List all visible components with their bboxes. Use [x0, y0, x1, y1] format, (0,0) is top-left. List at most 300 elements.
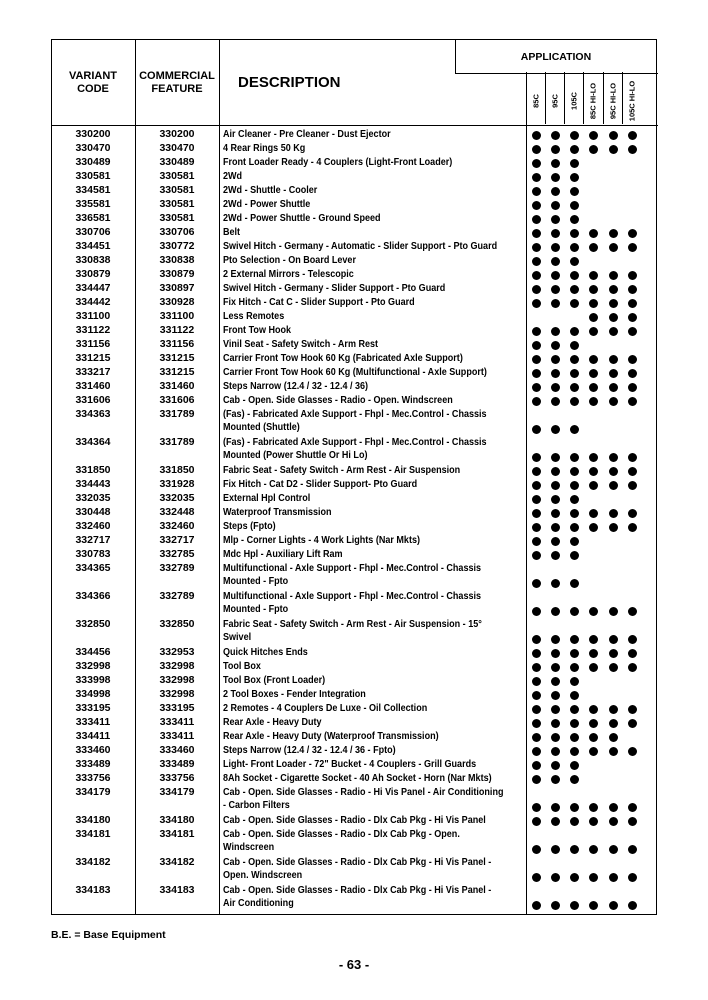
- commercial-feature-cell: 333460: [159, 744, 195, 756]
- commercial-feature-cell: 332998: [159, 674, 195, 686]
- commercial-feature-cell: 334179: [159, 786, 195, 798]
- application-dot: [628, 383, 637, 392]
- application-dot: [532, 817, 541, 826]
- application-dot: [551, 481, 560, 490]
- application-dot: [628, 607, 637, 616]
- commercial-feature-cell: 332998: [159, 688, 195, 700]
- description-cell: [223, 716, 466, 729]
- variant-code-cell: 332998: [75, 660, 111, 672]
- description-cell: [223, 730, 466, 743]
- application-dot: [532, 551, 541, 560]
- table-row: [51, 757, 657, 771]
- variant-code-cell: 330783: [75, 548, 111, 560]
- table-row: [51, 589, 657, 617]
- application-dot: [589, 817, 598, 826]
- application-dot: [532, 775, 541, 784]
- application-dot: [570, 495, 579, 504]
- application-dot: [551, 663, 560, 672]
- application-dot: [628, 453, 637, 462]
- model-column-header: [566, 82, 582, 120]
- variant-code-cell: 330200: [75, 128, 111, 140]
- table-row: [51, 715, 657, 729]
- application-dot: [551, 509, 560, 518]
- description-line: 2Wd - Power Shuttle - Ground Speed: [223, 212, 381, 224]
- description-cell: [223, 590, 482, 616]
- application-dot: [570, 705, 579, 714]
- application-dot: [532, 845, 541, 854]
- description-cell: [223, 492, 466, 505]
- application-dot: [570, 201, 579, 210]
- commercial-feature-cell: 332953: [159, 646, 195, 658]
- variant-code-cell: 331460: [75, 380, 111, 392]
- description-cell: [223, 562, 482, 588]
- application-dot: [628, 649, 637, 658]
- commercial-feature-cell: 330928: [159, 296, 195, 308]
- commercial-feature-cell: 332789: [159, 562, 195, 574]
- table-row: [51, 267, 657, 281]
- model-label: 105C: [569, 92, 579, 110]
- variant-code-cell: 331100: [75, 310, 111, 322]
- application-dot: [570, 481, 579, 490]
- application-dot: [551, 635, 560, 644]
- application-dot: [589, 523, 598, 532]
- application-dot: [532, 383, 541, 392]
- description-line: 2 Tool Boxes - Fender Integration: [223, 688, 366, 700]
- description-cell: [223, 254, 466, 267]
- application-dot: [532, 677, 541, 686]
- application-dot: [570, 649, 579, 658]
- variant-code-cell: 332035: [75, 492, 111, 504]
- commercial-feature-cell: 334183: [159, 884, 195, 896]
- application-dot: [628, 467, 637, 476]
- description-cell: [223, 828, 466, 854]
- commercial-feature-cell: 333195: [159, 702, 195, 714]
- description-cell: [223, 814, 486, 827]
- application-dot: [532, 635, 541, 644]
- application-dot: [589, 845, 598, 854]
- model-column-header: [547, 82, 563, 120]
- application-dot: [532, 705, 541, 714]
- variant-code-cell: 331122: [75, 324, 111, 336]
- application-dot: [609, 803, 618, 812]
- application-dot: [532, 131, 541, 140]
- description-line: Fix Hitch - Cat C - Slider Support - Pto Guard: [223, 296, 415, 308]
- application-dot: [589, 733, 598, 742]
- description-cell: [223, 408, 487, 434]
- variant-code-cell: 334581: [75, 184, 111, 196]
- application-dot: [551, 579, 560, 588]
- variant-code-cell: 334365: [75, 562, 111, 574]
- table-row: [51, 687, 657, 701]
- description-cell: [223, 884, 492, 910]
- application-dot: [628, 719, 637, 728]
- description-cell: [223, 380, 466, 393]
- application-dot: [609, 719, 618, 728]
- commercial-feature-cell: 330489: [159, 156, 195, 168]
- application-dot: [570, 173, 579, 182]
- application-dot: [570, 453, 579, 462]
- application-dot: [570, 285, 579, 294]
- application-dot: [551, 677, 560, 686]
- table-row: [51, 547, 657, 561]
- application-dot: [570, 775, 579, 784]
- description-cell: [223, 268, 466, 281]
- model-column-header: [605, 82, 621, 120]
- application-dot: [609, 299, 618, 308]
- variant-code-cell: 334456: [75, 646, 111, 658]
- application-dot: [532, 145, 541, 154]
- application-dot: [628, 397, 637, 406]
- description-line: Tool Box (Front Loader): [223, 674, 326, 686]
- application-dot: [589, 299, 598, 308]
- description-line: Air Conditioning: [223, 897, 294, 909]
- application-dot: [609, 145, 618, 154]
- commercial-feature-cell: 334180: [159, 814, 195, 826]
- application-header: APPLICATION: [520, 51, 592, 63]
- application-dot: [628, 229, 637, 238]
- application-dot: [589, 719, 598, 728]
- application-dot: [551, 607, 560, 616]
- description-cell: [223, 534, 466, 547]
- commercial-feature-cell: 330897: [159, 282, 195, 294]
- application-dot: [609, 733, 618, 742]
- variant-code-cell: 334998: [75, 688, 111, 700]
- application-dot: [532, 355, 541, 364]
- application-dot: [589, 313, 598, 322]
- application-dot: [532, 481, 541, 490]
- application-dot: [589, 229, 598, 238]
- description-line: Cab - Open. Side Glasses - Radio - Dlx Cab Pkg - Hi Vis Panel -: [223, 884, 492, 896]
- application-dot: [551, 775, 560, 784]
- commercial-feature-cell: 331789: [159, 408, 195, 420]
- description-cell: [223, 436, 487, 462]
- description-line: 2 Remotes - 4 Couplers De Luxe - Oil Collection: [223, 702, 428, 714]
- commercial-feature-cell: 332035: [159, 492, 195, 504]
- application-dot: [609, 313, 618, 322]
- application-dot: [551, 159, 560, 168]
- application-dot: [551, 201, 560, 210]
- commercial-feature-cell: 330581: [159, 184, 195, 196]
- table-row: [51, 617, 657, 645]
- commercial-feature-cell: 333411: [159, 730, 195, 742]
- application-dot: [570, 901, 579, 910]
- variant-code-cell: 331606: [75, 394, 111, 406]
- variant-code-cell: 330489: [75, 156, 111, 168]
- application-dot: [589, 649, 598, 658]
- commercial-feature-cell: 332717: [159, 534, 195, 546]
- variant-code-cell: 334411: [75, 730, 111, 742]
- description-cell: [223, 646, 466, 659]
- description-line: Pto Selection - On Board Lever: [223, 254, 356, 266]
- variant-code-cell: 336581: [75, 212, 111, 224]
- table-row: [51, 659, 657, 673]
- application-dot: [532, 327, 541, 336]
- description-line: 2Wd - Shuttle - Cooler: [223, 184, 318, 196]
- table-row: [51, 477, 657, 491]
- application-dot: [589, 481, 598, 490]
- description-cell: [223, 240, 498, 253]
- description-line: Cab - Open. Side Glasses - Radio - Open. Windscreen: [223, 394, 453, 406]
- application-dot: [551, 705, 560, 714]
- application-dot: [589, 355, 598, 364]
- application-dot: [570, 467, 579, 476]
- application-dot: [551, 425, 560, 434]
- application-dot: [589, 271, 598, 280]
- application-dot: [551, 523, 560, 532]
- description-line: External Hpl Control: [223, 492, 311, 504]
- description-cell: [223, 660, 466, 673]
- variant-code-cell: 333217: [75, 366, 111, 378]
- variant-code-cell: 334181: [75, 828, 111, 840]
- application-dot: [551, 299, 560, 308]
- application-dot: [589, 747, 598, 756]
- table-row: [51, 729, 657, 743]
- table-row: [51, 813, 657, 827]
- application-dot: [609, 509, 618, 518]
- application-dot: [551, 215, 560, 224]
- application-dot: [551, 257, 560, 266]
- application-dot: [532, 509, 541, 518]
- application-dot: [551, 453, 560, 462]
- application-dot: [609, 243, 618, 252]
- table-row: [51, 463, 657, 477]
- description-line: Carrier Front Tow Hook 60 Kg (Fabricated Axle Support): [223, 352, 463, 364]
- description-cell: [223, 772, 492, 785]
- variant-code-cell: 334180: [75, 814, 111, 826]
- commercial-feature-cell: 332998: [159, 660, 195, 672]
- description-line: Mounted - Fpto: [223, 575, 289, 587]
- description-cell: [223, 618, 482, 644]
- table-row: [51, 785, 657, 813]
- description-cell: [223, 324, 466, 337]
- application-dot: [551, 383, 560, 392]
- description-cell: [223, 394, 466, 407]
- description-line: 2 External Mirrors - Telescopic: [223, 268, 354, 280]
- model-column-header: [585, 82, 601, 120]
- application-dot: [609, 845, 618, 854]
- application-dot: [570, 341, 579, 350]
- description-line: - Carbon Filters: [223, 799, 290, 811]
- header-bottom-rule: [52, 125, 658, 126]
- table-row: [51, 281, 657, 295]
- application-dot: [628, 523, 637, 532]
- description-line: Mounted - Fpto: [223, 603, 289, 615]
- commercial-feature-cell: 334181: [159, 828, 195, 840]
- application-dot: [570, 551, 579, 560]
- commercial-feature-cell: 332460: [159, 520, 195, 532]
- application-dot: [589, 131, 598, 140]
- application-dot: [609, 397, 618, 406]
- application-dot: [551, 719, 560, 728]
- application-dot: [570, 845, 579, 854]
- application-dot: [628, 635, 637, 644]
- application-dot: [628, 369, 637, 378]
- table-row: [51, 169, 657, 183]
- table-row: [51, 561, 657, 589]
- model-column-header: [528, 82, 544, 120]
- table-row: [51, 323, 657, 337]
- table-row: [51, 197, 657, 211]
- table-row: [51, 505, 657, 519]
- application-dot: [570, 761, 579, 770]
- description-line: Quick Hitches Ends: [223, 646, 308, 658]
- application-dot: [551, 355, 560, 364]
- application-dot: [551, 691, 560, 700]
- variant-code-cell: 333195: [75, 702, 111, 714]
- description-cell: [223, 310, 466, 323]
- model-label: 95C HI-LO: [608, 82, 618, 120]
- table-row: [51, 393, 657, 407]
- description-cell: [223, 702, 466, 715]
- description-line: (Fas) - Fabricated Axle Support - Fhpl - Mec.Control - Chassis: [223, 436, 487, 448]
- application-dot: [609, 523, 618, 532]
- commercial-feature-cell: 331850: [159, 464, 195, 476]
- description-cell: [223, 856, 492, 882]
- application-dot: [532, 649, 541, 658]
- table-row: [51, 309, 657, 323]
- description-line: Fix Hitch - Cat D2 - Slider Support- Pto Guard: [223, 478, 418, 490]
- application-dot: [570, 425, 579, 434]
- description-line: Multifunctional - Axle Support - Fhpl - Mec.Control - Chassis: [223, 562, 482, 574]
- application-dot: [570, 215, 579, 224]
- application-dot: [532, 719, 541, 728]
- variant-code-cell: 334364: [75, 436, 111, 448]
- variant-code-cell: 332850: [75, 618, 111, 630]
- table-row: [51, 743, 657, 757]
- application-dot: [532, 691, 541, 700]
- description-line: Cab - Open. Side Glasses - Radio - Dlx Cab Pkg - Hi Vis Panel: [223, 814, 486, 826]
- application-dot: [570, 523, 579, 532]
- application-dot: [570, 579, 579, 588]
- description-line: 2Wd - Power Shuttle: [223, 198, 311, 210]
- application-dot: [532, 761, 541, 770]
- description-cell: [223, 478, 466, 491]
- application-dot: [570, 873, 579, 882]
- description-line: 8Ah Socket - Cigarette Socket - 40 Ah Socket - Horn (Nar Mkts): [223, 772, 492, 784]
- variant-code-cell: 330838: [75, 254, 111, 266]
- application-dot: [609, 649, 618, 658]
- commercial-feature-cell: 332785: [159, 548, 195, 560]
- application-dot: [532, 495, 541, 504]
- table-row: [51, 673, 657, 687]
- table-row: [51, 365, 657, 379]
- description-cell: [223, 758, 477, 771]
- commercial-feature-cell: 330706: [159, 226, 195, 238]
- application-dot: [628, 803, 637, 812]
- table-row: [51, 855, 657, 883]
- table-row: [51, 379, 657, 393]
- description-line: Mdc Hpl - Auxiliary Lift Ram: [223, 548, 343, 560]
- application-dot: [551, 537, 560, 546]
- description-line: Waterproof Transmission: [223, 506, 332, 518]
- description-cell: [223, 212, 466, 225]
- description-line: Open. Windscreen: [223, 869, 303, 881]
- description-line: Fabric Seat - Safety Switch - Arm Rest - Air Suspension - 15°: [223, 618, 482, 630]
- commercial-feature-cell: 331100: [159, 310, 195, 322]
- application-dot: [628, 663, 637, 672]
- description-line: Front Tow Hook: [223, 324, 292, 336]
- application-dot: [532, 285, 541, 294]
- commercial-feature-cell: 333756: [159, 772, 195, 784]
- variant-code-cell: 333460: [75, 744, 111, 756]
- description-line: Steps Narrow (12.4 / 32 - 12.4 / 36 - Fpto): [223, 744, 396, 756]
- description-cell: [223, 548, 466, 561]
- application-dot: [551, 803, 560, 812]
- variant-code-cell: 334442: [75, 296, 111, 308]
- application-dot: [532, 369, 541, 378]
- application-dot: [589, 663, 598, 672]
- application-dot: [628, 313, 637, 322]
- application-dot: [589, 901, 598, 910]
- commercial-feature-cell: 332850: [159, 618, 195, 630]
- variant-code-cell: 331156: [75, 338, 111, 350]
- application-dot: [551, 229, 560, 238]
- description-line: Windscreen: [223, 841, 275, 853]
- application-dot: [570, 159, 579, 168]
- model-column-divider: [583, 72, 584, 124]
- application-dot: [570, 271, 579, 280]
- application-dot: [609, 271, 618, 280]
- application-dot: [628, 845, 637, 854]
- application-dot: [570, 607, 579, 616]
- commercial-feature-cell: 330581: [159, 170, 195, 182]
- commercial-feature-cell: 330470: [159, 142, 195, 154]
- application-dot: [628, 271, 637, 280]
- description-cell: [223, 142, 466, 155]
- application-dot: [551, 845, 560, 854]
- application-dot: [589, 453, 598, 462]
- application-dot: [570, 635, 579, 644]
- application-dot: [551, 551, 560, 560]
- application-dot: [609, 901, 618, 910]
- model-column-divider: [545, 72, 546, 124]
- description-line: Steps (Fpto): [223, 520, 276, 532]
- description-line: Vinil Seat - Safety Switch - Arm Rest: [223, 338, 379, 350]
- model-column-divider: [526, 72, 527, 124]
- commercial-feature-header: COMMERCIAL FEATURE: [139, 70, 215, 95]
- description-cell: [223, 184, 466, 197]
- variant-code-cell: 334183: [75, 884, 111, 896]
- application-dot: [532, 425, 541, 434]
- application-dot: [532, 607, 541, 616]
- application-dot: [532, 159, 541, 168]
- application-dot: [570, 229, 579, 238]
- application-dot: [609, 705, 618, 714]
- application-dot: [609, 663, 618, 672]
- variant-code-cell: 334363: [75, 408, 111, 420]
- description-cell: [223, 296, 466, 309]
- variant-code-cell: 330581: [75, 170, 111, 182]
- description-cell: [223, 520, 466, 533]
- application-dot: [609, 369, 618, 378]
- application-dot: [628, 873, 637, 882]
- application-dot: [570, 383, 579, 392]
- application-dot: [532, 537, 541, 546]
- table-row: [51, 225, 657, 239]
- application-dot: [589, 467, 598, 476]
- variant-code-cell: 334447: [75, 282, 111, 294]
- application-dot: [551, 173, 560, 182]
- application-dot: [570, 327, 579, 336]
- description-cell: [223, 464, 466, 477]
- variant-code-cell: 331850: [75, 464, 111, 476]
- application-dot: [609, 285, 618, 294]
- application-dot: [628, 285, 637, 294]
- table-row: [51, 211, 657, 225]
- application-dot: [570, 677, 579, 686]
- description-line: Carrier Front Tow Hook 60 Kg (Multifunctional - Axle Support): [223, 366, 487, 378]
- application-dot: [628, 747, 637, 756]
